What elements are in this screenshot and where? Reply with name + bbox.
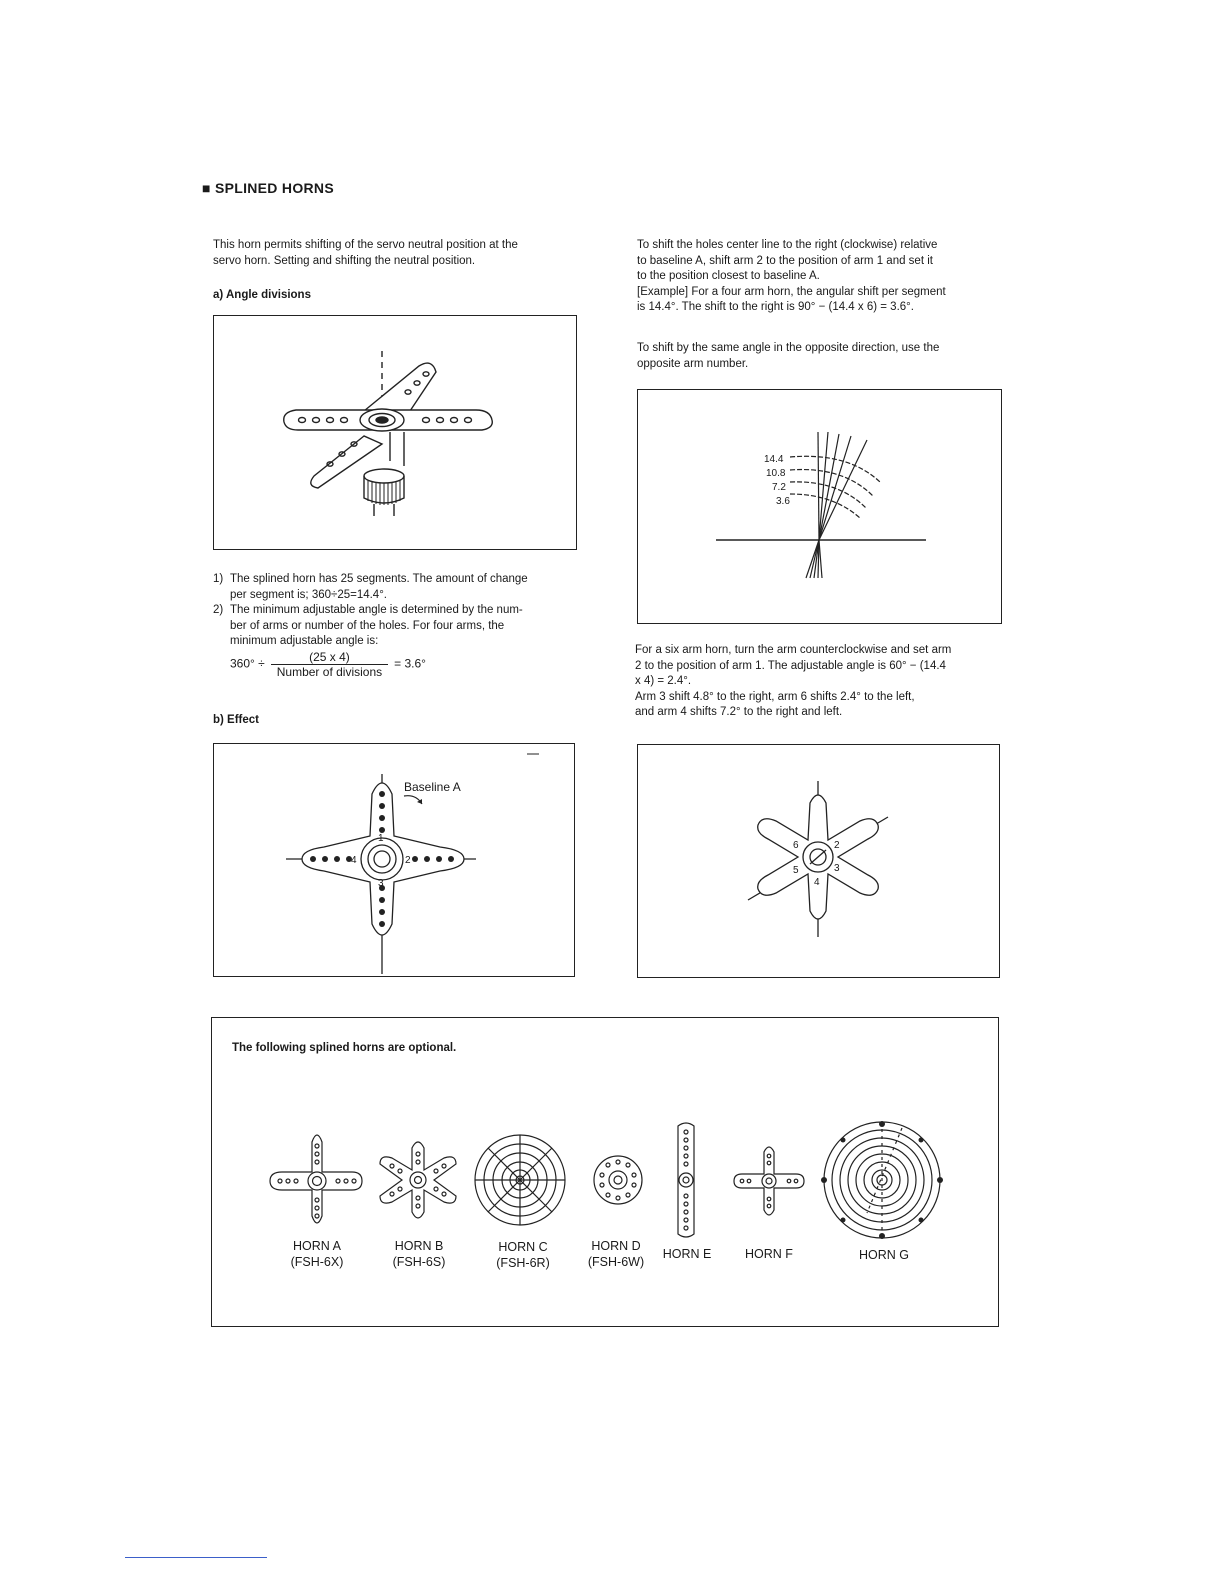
step-1-line-1: The splined horn has 25 segments. The amount of change <box>230 573 528 585</box>
angle-shift-figure <box>637 389 1002 624</box>
shift-right-line-2: to baseline A, shift arm 2 to the position of arm 1 and set it <box>637 254 933 267</box>
step-2-number: 2) <box>213 604 224 616</box>
six-arm-paragraph <box>635 643 1003 721</box>
angle-fan-illustration <box>638 390 1001 623</box>
six-arm-line-4: Arm 3 shift 4.8° to the right, arm 6 shifts 2.4° to the left, <box>635 690 915 703</box>
horn-c-code: (FSH-6R) <box>496 1256 550 1270</box>
step-2-line-2: ber of arms or number of the holes. For four arms, the <box>230 619 505 632</box>
step-1-line-2: per segment is; 360÷25=14.4°. <box>230 588 387 601</box>
shift-right-line-3: to the position closest to baseline A. <box>637 270 820 282</box>
horn-c-icon <box>475 1135 565 1225</box>
horn-g-name: HORN G <box>859 1248 909 1262</box>
horn-d-icon <box>594 1156 642 1204</box>
effect-figure <box>213 743 575 977</box>
arm-label-3: 3 <box>378 878 384 889</box>
six-arm-label-6: 6 <box>793 840 799 851</box>
example-line-1: [Example] For a four arm horn, the angular shift per segment <box>637 285 946 298</box>
four-arm-horn-illustration <box>214 316 576 549</box>
arm-label-2: 2 <box>405 855 411 866</box>
horn-a-name: HORN A <box>293 1239 341 1253</box>
opposite-line-1: To shift by the same angle in the opposite direction, use the <box>637 342 940 354</box>
effect-heading: b) Effect <box>213 714 259 726</box>
step-1-number: 1) <box>213 573 224 585</box>
steps-list <box>213 572 579 650</box>
six-arm-label-5: 5 <box>793 865 799 876</box>
step-2 <box>213 603 579 650</box>
horn-b-name: HORN B <box>394 1239 444 1253</box>
six-arm-horn-figure <box>637 744 1000 978</box>
horn-b-icon <box>380 1142 456 1218</box>
formula-numerator: (25 x 4) <box>271 650 388 665</box>
step-2-line-1: The minimum adjustable angle is determined by the num- <box>230 604 523 616</box>
horn-e-icon <box>678 1123 694 1237</box>
horn-f-label <box>714 1246 824 1262</box>
angle-value-10-8: 10.8 <box>766 468 786 479</box>
optional-horns-box <box>211 1017 999 1327</box>
four-arm-horn-figure <box>213 315 577 550</box>
footer-rule <box>125 1557 267 1558</box>
six-arm-line-3: x 4) = 2.4°. <box>635 675 692 687</box>
six-arm-label-2: 2 <box>834 840 840 851</box>
horn-g-label <box>829 1247 939 1263</box>
opposite-line-2: opposite arm number. <box>637 357 749 370</box>
baseline-a-label: Baseline A <box>404 780 461 794</box>
angle-value-7-2: 7.2 <box>772 482 786 493</box>
intro-line-2: servo horn. Setting and shifting the neutral position. <box>213 254 476 267</box>
intro-paragraph <box>213 238 588 269</box>
six-arm-line-2: 2 to the position of arm 1. The adjustable angle is 60° − (14.4 <box>635 659 946 672</box>
arm-label-1: 1 <box>378 833 384 844</box>
horn-f-name: HORN F <box>745 1247 793 1261</box>
horn-a-icon <box>270 1135 362 1223</box>
optional-horns-heading: The following splined horns are optional. <box>232 1042 457 1054</box>
horn-e-name: HORN E <box>662 1247 712 1261</box>
intro-line-1: This horn permits shifting of the servo neutral position at the <box>213 239 518 251</box>
formula-denominator: Number of divisions <box>276 665 383 679</box>
arm-label-4: 4 <box>351 855 357 866</box>
six-arm-horn-illustration <box>638 745 999 977</box>
angle-value-3-6: 3.6 <box>776 496 790 507</box>
horn-f-icon <box>734 1147 804 1215</box>
horn-a-code: (FSH-6X) <box>290 1255 344 1269</box>
effect-horn-illustration <box>214 744 574 976</box>
opposite-direction-paragraph <box>637 341 1003 372</box>
shift-right-line-1: To shift the holes center line to the right (clockwise) relative <box>637 239 938 251</box>
formula-result: = 3.6° <box>394 656 426 671</box>
angle-divisions-heading: a) Angle divisions <box>213 289 311 301</box>
horn-a-label <box>262 1238 372 1270</box>
formula-prefix: 360° ÷ <box>230 656 265 671</box>
six-arm-label-3: 3 <box>834 863 840 874</box>
horn-b-code: (FSH-6S) <box>392 1255 446 1269</box>
example-line-2: is 14.4°. The shift to the right is 90° − (14.4 x 6) = 3.6°. <box>637 301 914 313</box>
step-2-line-3: minimum adjustable angle is: <box>230 635 379 647</box>
optional-horns-illustration <box>212 1118 998 1243</box>
angle-value-14-4: 14.4 <box>764 454 784 465</box>
formula <box>230 650 426 679</box>
page-title: ■ SPLINED HORNS <box>202 180 334 196</box>
six-arm-line-1: For a six arm horn, turn the arm counterclockwise and set arm <box>635 644 952 656</box>
horn-d-name: HORN D <box>591 1239 641 1253</box>
six-arm-line-5: and arm 4 shifts 7.2° to the right and left. <box>635 706 843 718</box>
horn-b-label <box>364 1238 474 1270</box>
formula-fraction <box>271 650 388 679</box>
six-arm-label-4: 4 <box>814 877 820 888</box>
shift-right-paragraph <box>637 238 1003 316</box>
horn-c-name: HORN C <box>498 1240 548 1254</box>
horn-d-code: (FSH-6W) <box>587 1255 645 1269</box>
step-1 <box>213 572 579 603</box>
